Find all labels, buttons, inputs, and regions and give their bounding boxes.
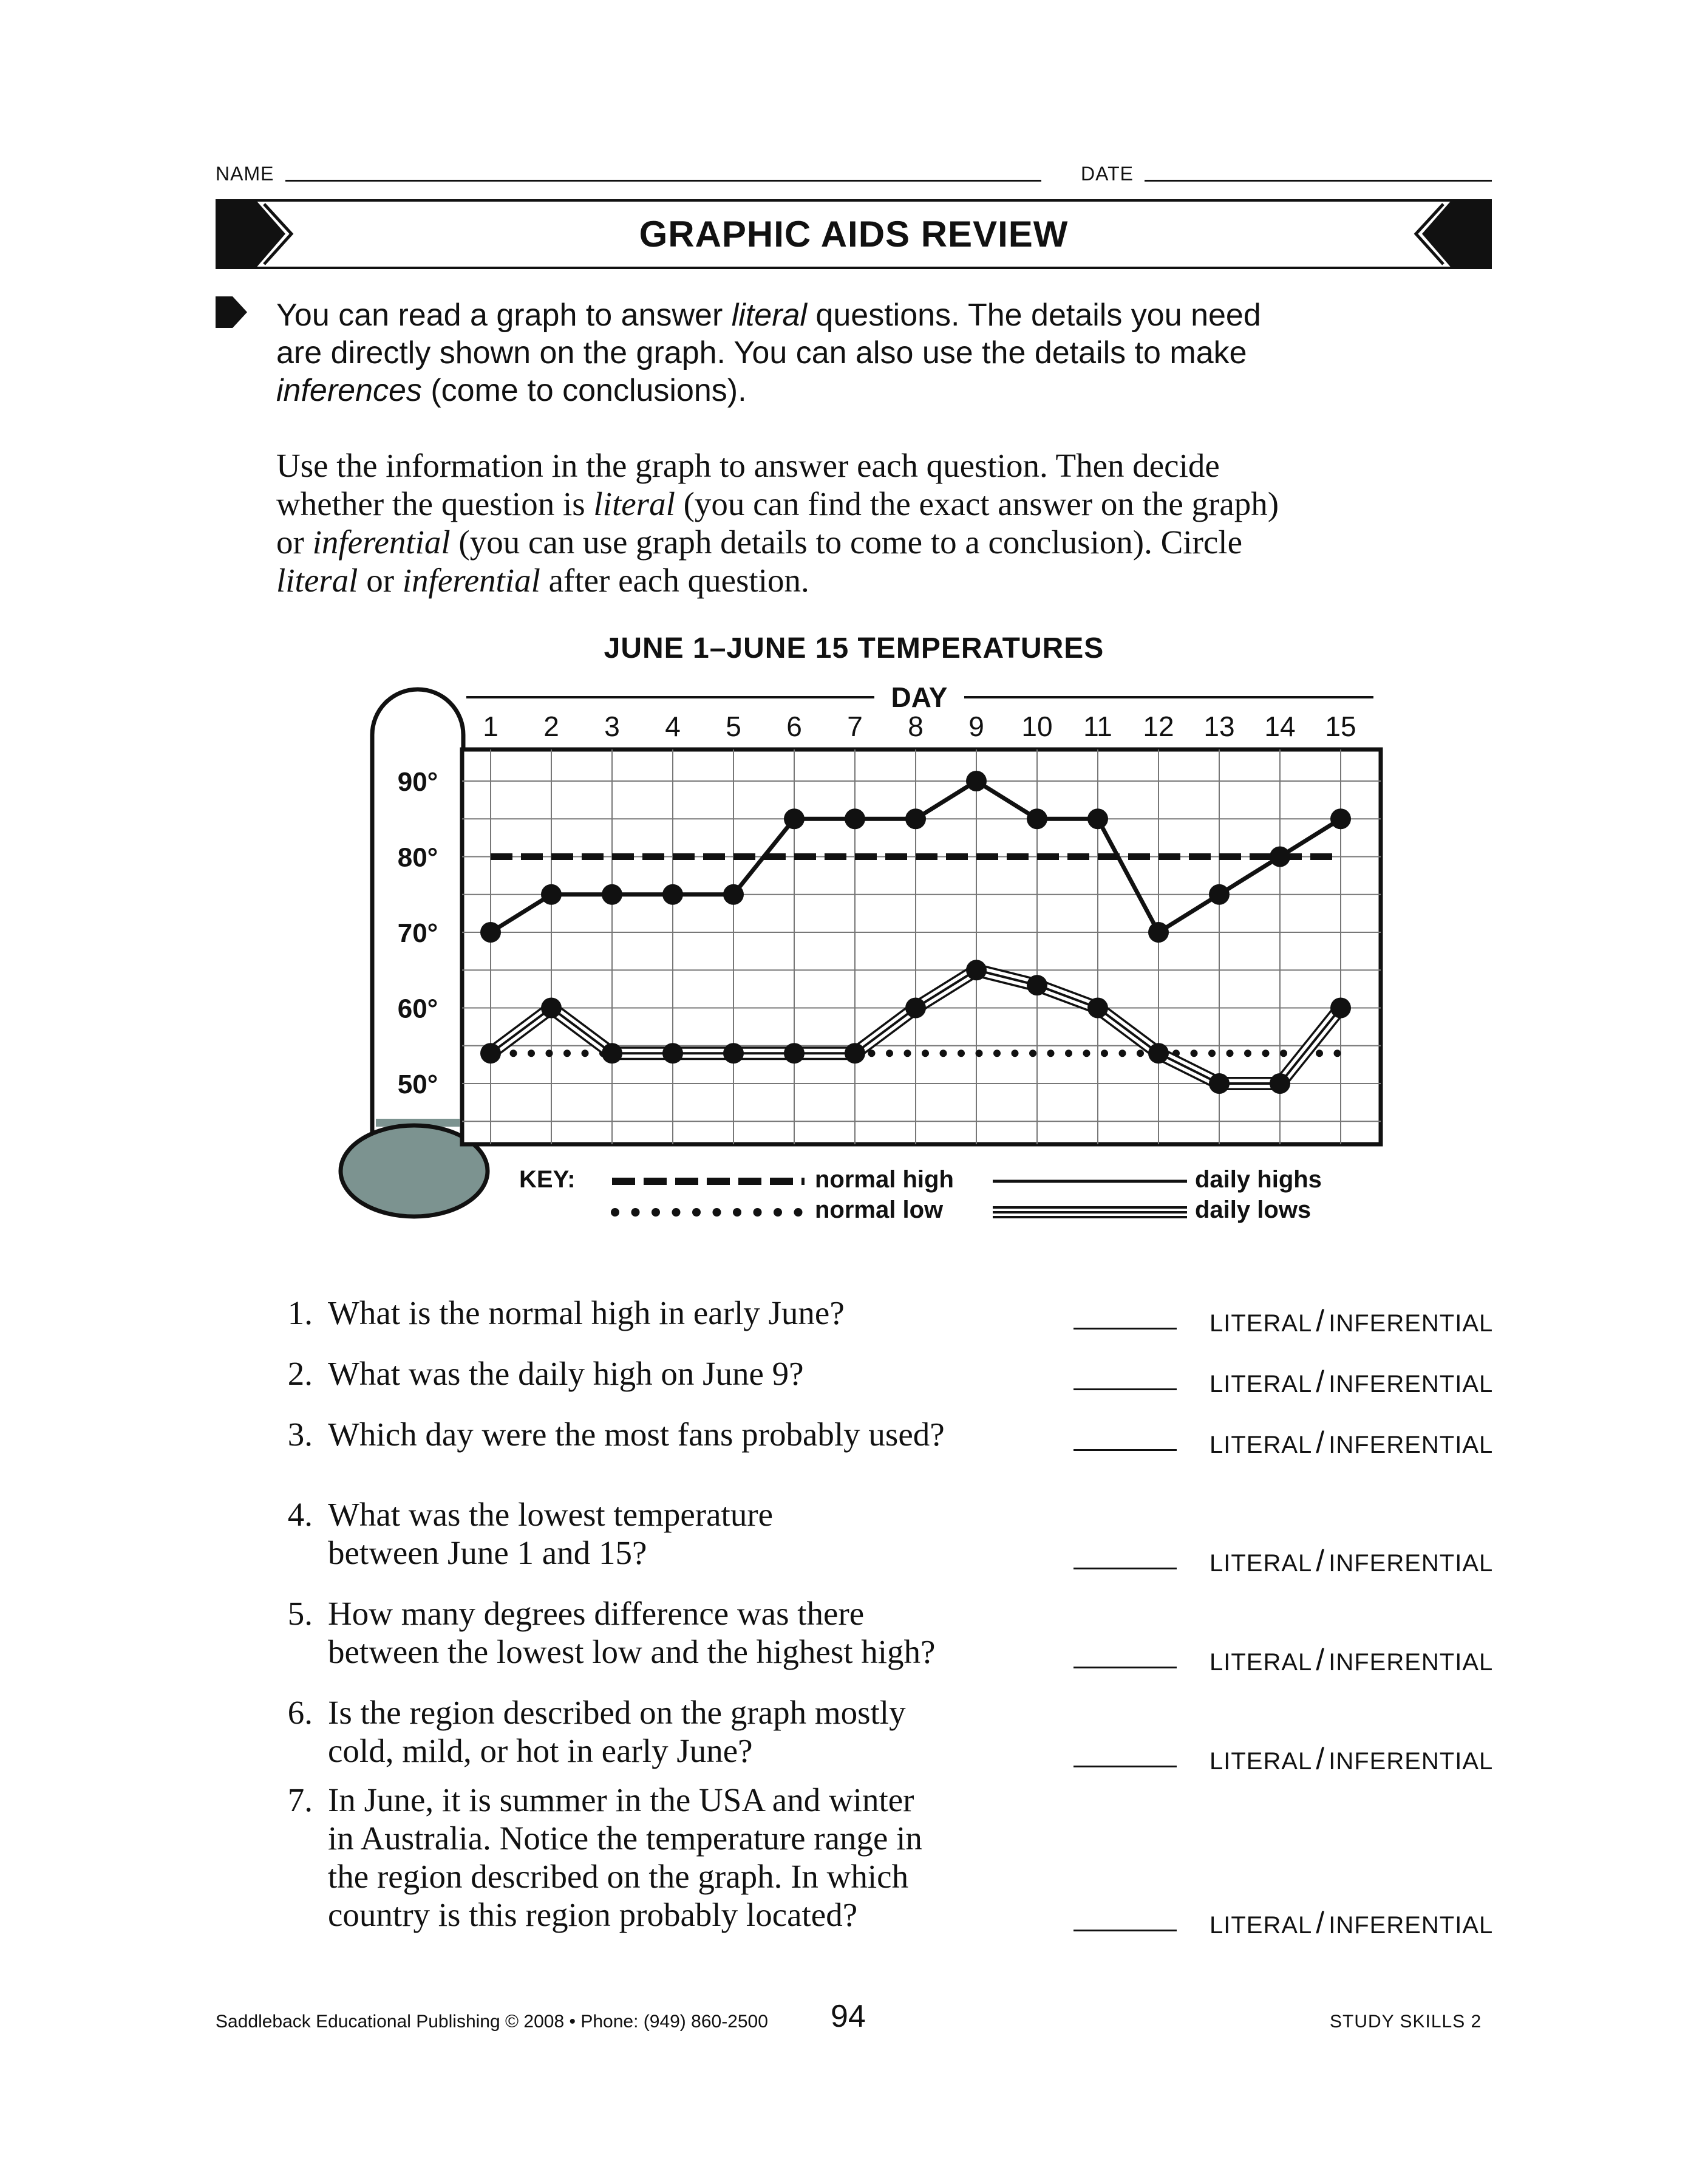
day-tick-label: 1 [483, 711, 498, 742]
day-tick-label: 2 [543, 711, 559, 742]
normal-low-dot [1334, 1050, 1341, 1057]
normal-low-dot [1065, 1050, 1072, 1057]
choice-inferential[interactable]: INFERENTIAL [1329, 1371, 1494, 1398]
normal-low-dot [940, 1050, 947, 1057]
instructions-text: or [358, 562, 403, 599]
daily-high-point [784, 808, 805, 829]
day-tick-label: 15 [1325, 711, 1356, 742]
choice-inferential[interactable]: INFERENTIAL [1329, 1649, 1494, 1676]
daily-high-point [662, 884, 683, 905]
legend-dot [733, 1208, 741, 1217]
choice-literal[interactable]: LITERAL [1210, 1748, 1313, 1775]
instructions-text: (you can use graph details to come to a conclusion). Circle [450, 524, 1242, 561]
choice-literal[interactable]: LITERAL [1210, 1550, 1313, 1577]
day-tick-label: 4 [665, 711, 681, 742]
daily-low-point [1330, 998, 1351, 1019]
daily-low-point [602, 1043, 622, 1063]
instructions-literal: literal [593, 485, 675, 522]
instructions-text: after each question. [540, 562, 809, 599]
legend-daily-lows-swatch [993, 1207, 1187, 1217]
legend-dot [774, 1208, 782, 1217]
question-line: cold, mild, or hot in early June? [328, 1732, 753, 1769]
daily-high-point [1209, 884, 1230, 905]
normal-low-dot [546, 1050, 553, 1057]
answer-blank[interactable] [1073, 1766, 1177, 1767]
choice-inferential[interactable]: INFERENTIAL [1329, 1912, 1494, 1939]
instructions-text: Use the information in the graph to answer each question. Then decide [276, 447, 1220, 484]
choice-literal[interactable]: LITERAL [1210, 1371, 1313, 1398]
normal-low-dot [904, 1050, 911, 1057]
daily-low-point [1027, 975, 1047, 995]
daily-high-point [602, 884, 622, 905]
daily-high-point [1087, 808, 1108, 829]
legend-dot [652, 1208, 660, 1217]
normal-low-dot [886, 1050, 893, 1057]
legend-dot [692, 1208, 701, 1217]
daily-high-point [1148, 922, 1169, 943]
day-tick-label: 3 [604, 711, 620, 742]
normal-low-dot [1047, 1050, 1055, 1057]
legend-dot [794, 1208, 803, 1217]
day-tick-label: 12 [1143, 711, 1174, 742]
question-text [328, 1693, 1117, 1770]
choice-literal[interactable]: LITERAL [1210, 1310, 1313, 1337]
normal-low-dot [976, 1050, 983, 1057]
literal-inferential-choice [1210, 1302, 1493, 1343]
question-number: 5. [287, 1595, 313, 1632]
question-number: 2. [287, 1355, 313, 1392]
temperature-tick-label: 80° [397, 842, 438, 873]
legend-dot [611, 1208, 619, 1217]
daily-low-point [723, 1043, 744, 1063]
daily-low-point [966, 960, 987, 980]
legend-normal-low: normal low [815, 1196, 944, 1223]
answer-blank[interactable] [1073, 1328, 1177, 1329]
normal-low-dot [582, 1050, 589, 1057]
normal-low-dot [1012, 1050, 1019, 1057]
normal-low-dot [1244, 1050, 1251, 1057]
choice-separator: / [1316, 1742, 1325, 1776]
question-line: in Australia. Notice the temperature range in [328, 1820, 922, 1857]
question-number: 3. [287, 1416, 313, 1453]
normal-low-dot [1316, 1050, 1323, 1057]
legend-dot [631, 1208, 640, 1217]
normal-low-dot [958, 1050, 965, 1057]
intro-text: (come to conclusions). [421, 373, 747, 408]
literal-inferential-choice [1210, 1424, 1493, 1464]
daily-high-point [723, 884, 744, 905]
question-line: What is the normal high in early June? [328, 1294, 845, 1331]
literal-inferential-choice [1210, 1641, 1493, 1682]
choice-literal[interactable]: LITERAL [1210, 1649, 1313, 1676]
choice-separator: / [1316, 1304, 1325, 1338]
question-text [328, 1594, 1117, 1671]
question-line: between June 1 and 15? [328, 1534, 647, 1571]
daily-high-point [845, 808, 865, 829]
question-line: Which day were the most fans probably used? [328, 1416, 945, 1453]
question-text [328, 1354, 1117, 1393]
normal-low-dot [528, 1050, 535, 1057]
normal-low-dot [1101, 1050, 1108, 1057]
question-number: 4. [287, 1496, 313, 1533]
choice-separator: / [1316, 1643, 1325, 1677]
question-text [328, 1781, 1117, 1934]
chart-title: JUNE 1–JUNE 15 TEMPERATURES [604, 632, 1104, 664]
choice-separator: / [1316, 1544, 1325, 1578]
normal-low-dot [1083, 1050, 1090, 1057]
instructions-literal: literal [276, 562, 358, 599]
answer-blank[interactable] [1073, 1388, 1177, 1390]
footer-publisher: Saddleback Educational Publishing © 2008 • Phone: (949) 860-2500 [216, 2012, 768, 2032]
normal-low-dot [1137, 1050, 1144, 1057]
name-label: NAME [216, 163, 274, 185]
choice-inferential[interactable]: INFERENTIAL [1329, 1748, 1494, 1775]
daily-low-point [905, 998, 926, 1019]
instructions-inferential: inferential [312, 524, 451, 561]
choice-literal[interactable]: LITERAL [1210, 1432, 1313, 1458]
question-item [276, 1294, 1497, 1338]
key-label: KEY: [519, 1166, 576, 1193]
day-tick-label: 13 [1203, 711, 1235, 742]
daily-high-point [541, 884, 562, 905]
question-item [276, 1693, 1497, 1776]
question-item [276, 1781, 1497, 1940]
day-tick-labels [483, 711, 1356, 742]
intro-text: are directly shown on the graph. You can also use the details to make [276, 335, 1247, 370]
question-line: the region described on the graph. In which [328, 1858, 909, 1895]
daily-high-point [480, 922, 501, 943]
normal-low-dot [993, 1050, 1001, 1057]
legend-normal-high: normal high [815, 1166, 954, 1193]
daily-low-point [1148, 1043, 1169, 1063]
question-item [276, 1354, 1497, 1399]
choice-inferential[interactable]: INFERENTIAL [1329, 1310, 1494, 1337]
temperature-tick-label: 50° [397, 1070, 438, 1099]
question-item [276, 1594, 1497, 1677]
choice-literal[interactable]: LITERAL [1210, 1912, 1313, 1939]
normal-low-dot [1280, 1050, 1287, 1057]
page-title: GRAPHIC AIDS REVIEW [639, 214, 1069, 254]
question-text [328, 1415, 1117, 1453]
choice-inferential[interactable]: INFERENTIAL [1329, 1432, 1494, 1458]
question-line: In June, it is summer in the USA and winter [328, 1781, 914, 1818]
question-number: 7. [287, 1781, 313, 1818]
daily-low-point [1270, 1073, 1290, 1094]
literal-inferential-choice [1210, 1363, 1493, 1404]
day-tick-label: 5 [726, 711, 741, 742]
temperature-tick-label: 60° [397, 994, 438, 1024]
legend-daily-lows: daily lows [1195, 1196, 1312, 1223]
intro-text: You can read a graph to answer [276, 298, 732, 333]
question-line: How many degrees difference was there [328, 1595, 865, 1632]
normal-low-dot [922, 1050, 929, 1057]
literal-inferential-choice [1210, 1904, 1493, 1945]
day-tick-label: 10 [1021, 711, 1053, 742]
daily-high-point [966, 771, 987, 791]
answer-blank[interactable] [1073, 1449, 1177, 1451]
question-text [328, 1294, 1117, 1332]
answer-blank[interactable] [1073, 1667, 1177, 1668]
page-number: 94 [831, 1999, 866, 2034]
question-line: What was the lowest temperature [328, 1496, 774, 1533]
day-tick-label: 11 [1083, 711, 1112, 742]
daily-high-point [905, 808, 926, 829]
normal-low-dot [1191, 1050, 1198, 1057]
legend-dot [754, 1208, 762, 1217]
normal-low-dot [1208, 1050, 1216, 1057]
question-item [276, 1495, 1497, 1578]
normal-low-dot [1029, 1050, 1036, 1057]
daily-low-point [784, 1043, 805, 1063]
instructions-text: whether the question is [276, 485, 594, 522]
instructions-inferential: inferential [402, 562, 540, 599]
daily-low-point [662, 1043, 683, 1063]
legend-dot [672, 1208, 681, 1217]
daily-high-point [1330, 808, 1351, 829]
question-line: Is the region described on the graph mostly [328, 1694, 906, 1731]
question-text [328, 1495, 1117, 1572]
question-number: 6. [287, 1694, 313, 1731]
normal-low-dot [563, 1050, 571, 1057]
literal-inferential-choice [1210, 1740, 1493, 1781]
day-tick-label: 6 [786, 711, 802, 742]
day-tick-label: 14 [1264, 711, 1296, 742]
normal-low-dot [1119, 1050, 1126, 1057]
day-tick-label: 9 [968, 711, 984, 742]
daily-high-point [1270, 847, 1290, 867]
daily-low-point [1087, 998, 1108, 1019]
normal-low-dot [1227, 1050, 1234, 1057]
daily-low-point [1209, 1073, 1230, 1094]
question-number: 1. [287, 1294, 313, 1331]
legend-dot [713, 1208, 721, 1217]
normal-low-dot [1262, 1050, 1270, 1057]
daily-low-point [541, 998, 562, 1019]
intro-text: questions. The details you need [806, 298, 1261, 333]
date-label: DATE [1081, 163, 1134, 185]
instructions-text: (you can find the exact answer on the graph) [675, 485, 1279, 522]
daily-low-point [480, 1043, 501, 1063]
day-tick-label: 7 [847, 711, 863, 742]
intro-literal: literal [731, 298, 807, 333]
answer-blank[interactable] [1073, 1568, 1177, 1569]
question-line: country is this region probably located? [328, 1896, 858, 1933]
question-line: What was the daily high on June 9? [328, 1355, 804, 1392]
question-item [276, 1415, 1497, 1459]
choice-separator: / [1316, 1425, 1325, 1459]
legend-normal-low-swatch [611, 1208, 803, 1217]
intro-inferences: inferences [276, 373, 422, 408]
instructions-text: or [276, 524, 313, 561]
choice-inferential[interactable]: INFERENTIAL [1329, 1550, 1494, 1577]
temperature-tick-label: 70° [397, 918, 438, 948]
question-line: between the lowest low and the highest high? [328, 1633, 936, 1670]
choice-separator: / [1316, 1365, 1325, 1399]
choice-separator: / [1316, 1906, 1325, 1940]
normal-low-dot [510, 1050, 517, 1057]
temperature-tick-label: 90° [397, 767, 438, 797]
daily-low-point [845, 1043, 865, 1063]
answer-blank[interactable] [1073, 1930, 1177, 1931]
literal-inferential-choice [1210, 1542, 1493, 1583]
day-axis-label: DAY [891, 681, 948, 713]
daily-high-point [1027, 808, 1047, 829]
footer-series: STUDY SKILLS 2 [1330, 2012, 1482, 2032]
day-tick-label: 8 [908, 711, 924, 742]
legend-daily-highs: daily highs [1195, 1166, 1322, 1193]
